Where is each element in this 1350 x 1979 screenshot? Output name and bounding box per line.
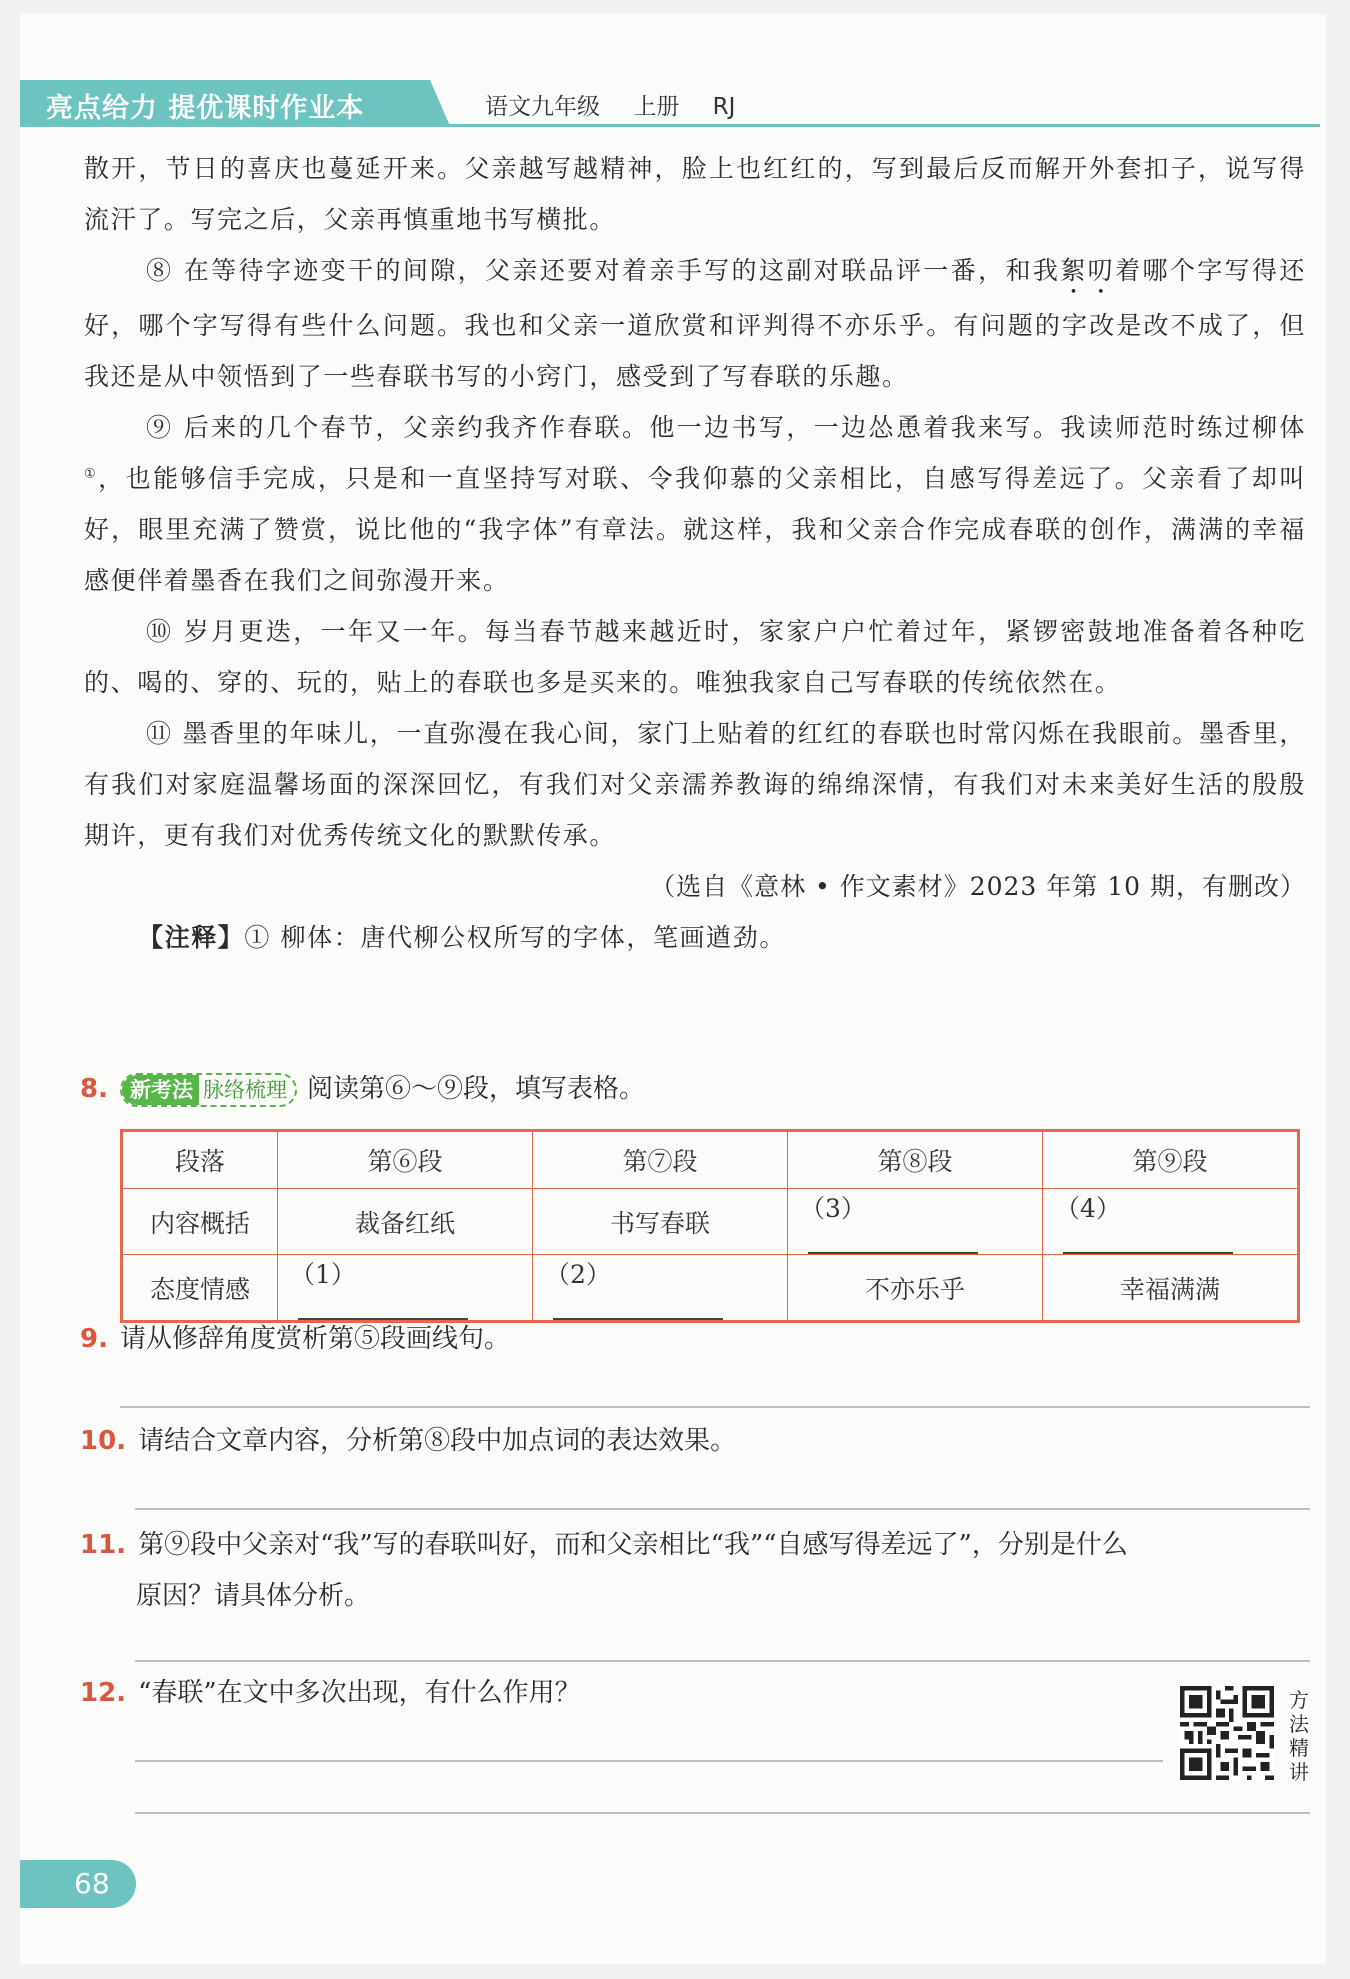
blank-line <box>1063 1226 1233 1254</box>
answer-line[interactable] <box>120 1406 1310 1408</box>
question-12 <box>80 1672 581 1709</box>
paragraph-8-rest: 着哪个字写得还好，哪个字写得有些什么问题。我也和父亲一道欣赏和评判得不亦乐乎。有问题的字改是改不成了，但我还是从中领悟到了一些春联书写的小窍门，感受到了写春联的乐趣。 <box>84 256 1307 391</box>
paragraph-10: ⑩ 岁月更迭，一年又一年。每当春节越来越近时，家家户户忙着过年，紧锣密鼓地准备着各种吃的、喝的、穿的、玩的，贴上的春联也多是买来的。唯独我家自己写春联的传统依然在。 <box>84 617 1306 697</box>
book-info <box>485 88 761 121</box>
answer-table <box>120 1129 1300 1323</box>
page-number: 68 <box>20 1860 136 1908</box>
badge-secondary: 脉络梳理 <box>202 1078 287 1102</box>
paragraph-9 <box>84 402 1306 606</box>
qr-label-char: 精 <box>1289 1736 1309 1760</box>
subject-label: 语文九年级 <box>485 94 600 120</box>
annotation-text: ① 柳体：唐代柳公权所写的字体，笔画遒劲。 <box>244 923 786 952</box>
row-label: 态度情感 <box>122 1255 278 1322</box>
answer-line[interactable] <box>135 1660 1310 1662</box>
footnote-marker: ① <box>84 466 99 482</box>
table-cell: 不亦乐乎 <box>788 1255 1043 1322</box>
table-cell: 裁备红纸 <box>278 1189 533 1255</box>
page-header <box>20 80 1320 128</box>
annotation-label: 【注释】 <box>138 923 245 952</box>
table-header-cell: 第⑧段 <box>788 1131 1043 1189</box>
question-number: 9. <box>80 1324 108 1354</box>
fill-blank-cell[interactable] <box>278 1255 533 1322</box>
paragraph-9-rest: ，也能够信手完成，只是和一直坚持写对联、令我仰慕的父亲相比，自感写得差远了。父亲看了却叫好，眼里充满了赞赏，说比他的“我字体”有章法。就这样，我和父亲合作完成春联的创作，满满的幸福感便伴着墨香在我们之间弥漫开来。 <box>84 464 1307 595</box>
table-header-cell: 第⑦段 <box>533 1131 788 1189</box>
answer-line[interactable] <box>135 1760 1163 1762</box>
fill-blank-cell[interactable] <box>1043 1189 1299 1255</box>
answer-line[interactable] <box>135 1812 1310 1814</box>
paragraph-9-start: ⑨ 后来的几个春节，父亲约我齐作春联。他一边书写，一边怂恿着我来写。我读师范时练过柳体 <box>146 413 1306 442</box>
question-8 <box>80 1068 645 1107</box>
table-header-cell: 第⑨段 <box>1043 1131 1299 1189</box>
question-number: 11. <box>80 1530 127 1560</box>
series-title: 亮点给力 提优课时作业本 <box>46 93 365 124</box>
qr-label-char: 法 <box>1289 1712 1309 1736</box>
question-number: 8. <box>80 1074 108 1104</box>
question-number: 12. <box>80 1678 127 1708</box>
table-header-cell: 段落 <box>122 1131 278 1189</box>
question-number: 10. <box>80 1426 127 1456</box>
header-rule <box>20 124 1320 127</box>
answer-line[interactable] <box>135 1508 1310 1510</box>
table-header-cell: 第⑥段 <box>278 1131 533 1189</box>
fill-blank-cell[interactable] <box>788 1189 1043 1255</box>
blank-number: （4） <box>1055 1194 1121 1223</box>
annotation <box>84 912 1306 963</box>
blank-number: （2） <box>545 1260 611 1289</box>
question-9 <box>80 1318 510 1355</box>
question-text: 请结合文章内容，分析第⑧段中加点词的表达效果。 <box>138 1426 737 1456</box>
table-cell: 幸福满满 <box>1043 1255 1299 1322</box>
reading-passage <box>84 143 1306 963</box>
table-header-row <box>122 1131 1299 1189</box>
question-text-cont: 原因？请具体分析。 <box>136 1581 371 1611</box>
paragraph-continuation: 散开，节日的喜庆也蔓延开来。父亲越写越精神，脸上也红红的，写到最后反而解开外套扣子，说写得流汗了。写完之后，父亲再慎重地书写横批。 <box>84 154 1306 234</box>
blank-line <box>298 1292 468 1320</box>
qr-code-icon[interactable] <box>1180 1686 1274 1780</box>
dotted-word: 絮叨 <box>1060 256 1116 285</box>
edition-label: RJ <box>712 94 736 120</box>
question-text: 阅读第⑥～⑨段，填写表格。 <box>306 1074 645 1104</box>
new-method-badge <box>120 1073 297 1107</box>
blank-line <box>808 1226 978 1254</box>
question-11 <box>80 1520 1128 1622</box>
qr-label-char: 方 <box>1289 1688 1309 1712</box>
method-explained-label <box>1286 1688 1312 1784</box>
blank-number: （1） <box>290 1260 356 1289</box>
blank-line <box>553 1292 723 1320</box>
table-row <box>122 1189 1299 1255</box>
row-label: 内容概括 <box>122 1189 278 1255</box>
blank-number: （3） <box>800 1194 866 1223</box>
paragraph-8-start: ⑧ 在等待字迹变干的间隙，父亲还要对着亲手写的这副对联品评一番，和我 <box>146 256 1061 285</box>
badge-primary: 新考法 <box>122 1075 199 1105</box>
question-text: 请从修辞角度赏析第⑤段画线句。 <box>119 1324 510 1354</box>
qr-label-char: 讲 <box>1289 1760 1309 1784</box>
paragraph-8 <box>84 245 1306 402</box>
paragraph-11: ⑪ 墨香里的年味儿，一直弥漫在我心间，家门上贴着的红红的春联也时常闪烁在我眼前。墨香里，有我们对家庭温馨场面的深深回忆，有我们对父亲濡养教诲的绵绵深情，有我们对未来美好生活的殷殷期许，更有我们对优秀传统文化的默默传承。 <box>84 719 1306 850</box>
table-cell: 书写春联 <box>533 1189 788 1255</box>
fill-blank-cell[interactable] <box>533 1255 788 1322</box>
table-row <box>122 1255 1299 1322</box>
volume-label: 上册 <box>633 94 680 120</box>
question-text: 第⑨段中父亲对“我”写的春联叫好，而和父亲相比“我”“自感写得差远了”，分别是什么 <box>138 1530 1128 1560</box>
question-10 <box>80 1420 736 1457</box>
source-citation: （选自《意林 • 作文素材》2023 年第 10 期，有删改） <box>650 872 1306 901</box>
question-text: “春联”在文中多次出现，有什么作用？ <box>138 1678 581 1708</box>
